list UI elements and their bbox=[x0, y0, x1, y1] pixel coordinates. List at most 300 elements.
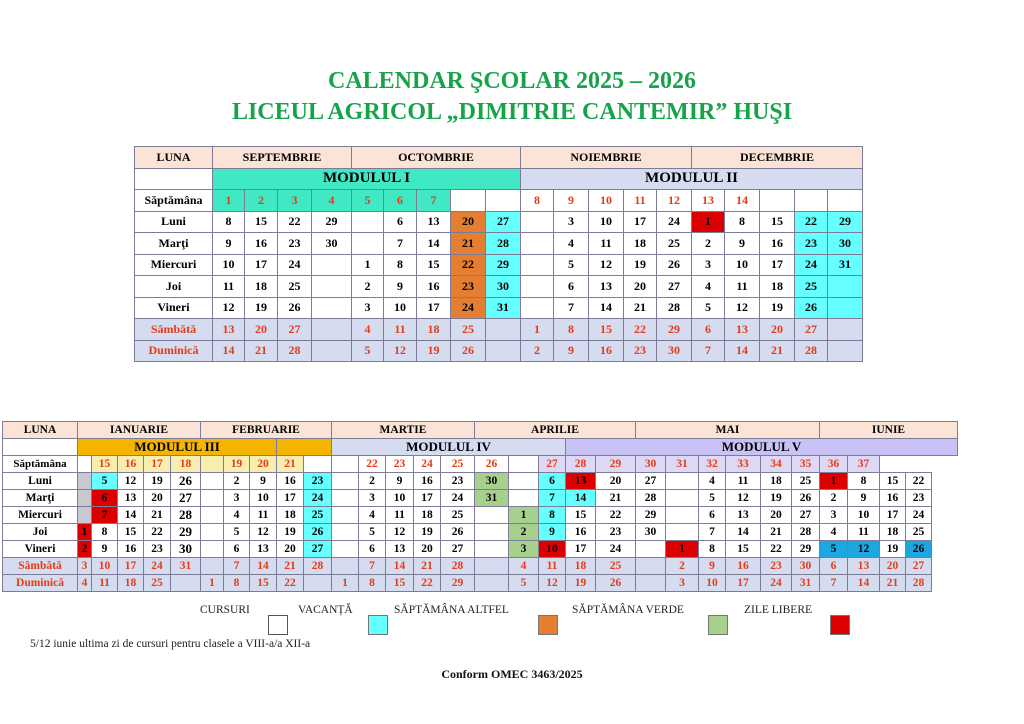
day-cell: 14 bbox=[386, 558, 414, 575]
legend-libere-label: ZILE LIBERE bbox=[744, 604, 813, 616]
calendar-row bbox=[3, 524, 958, 541]
day-cell: 13 bbox=[589, 276, 624, 298]
day-cell bbox=[509, 490, 539, 507]
day-cell: 17 bbox=[880, 507, 906, 524]
day-cell bbox=[666, 507, 699, 524]
day-cell bbox=[521, 297, 554, 319]
day-cell: 2 bbox=[359, 473, 386, 490]
day-cell: 5 bbox=[92, 473, 118, 490]
day-cell: 24 bbox=[795, 254, 828, 276]
day-cell: 18 bbox=[277, 507, 304, 524]
day-cell: 25 bbox=[144, 575, 171, 592]
day-cell: 16 bbox=[118, 541, 144, 558]
day-cell: 8 bbox=[92, 524, 118, 541]
school-name: LICEUL AGRICOL „DIMITRIE CANTEMIR” HUŞI bbox=[231, 99, 793, 125]
row-label-cell: LUNA bbox=[3, 422, 78, 439]
day-cell: 29 bbox=[171, 524, 201, 541]
legend-vacanta-label: VACANȚĂ bbox=[298, 604, 353, 616]
day-cell: 32 bbox=[699, 456, 726, 473]
day-cell: 27 bbox=[906, 558, 932, 575]
day-cell bbox=[451, 190, 486, 212]
day-cell: 15 bbox=[92, 456, 118, 473]
day-cell: 17 bbox=[414, 490, 441, 507]
month-header-cell: IANUARIE bbox=[78, 422, 201, 439]
day-cell bbox=[304, 575, 332, 592]
day-cell: 2 bbox=[352, 276, 384, 298]
day-cell: 30 bbox=[636, 456, 666, 473]
page-title: CALENDAR ŞCOLAR 2025 – 2026 bbox=[327, 68, 697, 94]
day-cell bbox=[332, 473, 359, 490]
day-cell bbox=[475, 507, 509, 524]
day-cell: 23 bbox=[386, 456, 414, 473]
day-cell: 20 bbox=[760, 319, 795, 341]
day-cell: 3 bbox=[78, 558, 92, 575]
day-cell: 25 bbox=[596, 558, 636, 575]
day-cell: MODULUL V bbox=[566, 439, 958, 456]
day-cell: 13 bbox=[417, 211, 451, 233]
day-cell: 16 bbox=[417, 276, 451, 298]
day-cell: 31 bbox=[666, 456, 699, 473]
day-cell: 19 bbox=[245, 297, 278, 319]
day-cell: 27 bbox=[636, 473, 666, 490]
day-cell: 10 bbox=[386, 490, 414, 507]
day-cell: 16 bbox=[566, 524, 596, 541]
day-cell: 11 bbox=[384, 319, 417, 341]
day-cell bbox=[201, 473, 224, 490]
day-cell: 11 bbox=[589, 233, 624, 255]
day-cell bbox=[312, 276, 352, 298]
day-cell: 13 bbox=[213, 319, 245, 341]
day-cell: 1 bbox=[692, 211, 725, 233]
day-cell: 16 bbox=[245, 233, 278, 255]
day-cell: 2 bbox=[224, 473, 250, 490]
day-cell: 2 bbox=[692, 233, 725, 255]
day-cell: 29 bbox=[441, 575, 475, 592]
day-cell: 26 bbox=[441, 524, 475, 541]
day-cell: 27 bbox=[171, 490, 201, 507]
legend-altfel-label: SĂPTĂMÂNA ALTFEL bbox=[394, 604, 509, 616]
day-cell: 3 bbox=[352, 297, 384, 319]
day-cell: 30 bbox=[636, 524, 666, 541]
day-cell: 20 bbox=[245, 319, 278, 341]
day-cell: 25 bbox=[906, 524, 932, 541]
day-cell: 11 bbox=[92, 575, 118, 592]
day-cell bbox=[201, 524, 224, 541]
day-cell bbox=[828, 276, 863, 298]
day-cell: 28 bbox=[486, 233, 521, 255]
day-cell: 22 bbox=[144, 524, 171, 541]
calendar-row bbox=[3, 507, 958, 524]
day-cell: 19 bbox=[417, 340, 451, 362]
day-cell bbox=[475, 524, 509, 541]
day-cell: 28 bbox=[795, 340, 828, 362]
day-cell: 24 bbox=[414, 456, 441, 473]
day-cell: 23 bbox=[906, 490, 932, 507]
day-cell: 17 bbox=[760, 254, 795, 276]
day-cell: 22 bbox=[624, 319, 657, 341]
day-cell: 11 bbox=[539, 558, 566, 575]
day-cell: 30 bbox=[312, 233, 352, 255]
semester-2-calendar-table bbox=[2, 421, 958, 592]
day-cell: 12 bbox=[213, 297, 245, 319]
day-cell: 19 bbox=[761, 490, 792, 507]
calendar-row bbox=[135, 340, 863, 362]
day-cell: 22 bbox=[451, 254, 486, 276]
month-header-cell: SEPTEMBRIE bbox=[213, 147, 352, 169]
day-cell bbox=[828, 190, 863, 212]
day-cell: 27 bbox=[486, 211, 521, 233]
month-header-cell: FEBRUARIE bbox=[201, 422, 332, 439]
day-cell: 7 bbox=[224, 558, 250, 575]
day-cell bbox=[332, 507, 359, 524]
day-cell: 10 bbox=[848, 507, 880, 524]
day-cell bbox=[332, 524, 359, 541]
day-cell: 23 bbox=[144, 541, 171, 558]
day-cell: 24 bbox=[761, 575, 792, 592]
day-cell: 22 bbox=[359, 456, 386, 473]
day-cell: 26 bbox=[475, 456, 509, 473]
day-cell: 6 bbox=[92, 490, 118, 507]
day-cell: 28 bbox=[566, 456, 596, 473]
day-cell: 31 bbox=[475, 490, 509, 507]
day-cell: 3 bbox=[224, 490, 250, 507]
day-cell bbox=[277, 439, 332, 456]
day-cell: 20 bbox=[624, 276, 657, 298]
day-cell: MODULUL IV bbox=[332, 439, 566, 456]
day-cell: 18 bbox=[245, 276, 278, 298]
day-cell bbox=[332, 558, 359, 575]
day-cell: 21 bbox=[761, 524, 792, 541]
day-cell: 5 bbox=[224, 524, 250, 541]
footer-reference: Conform OMEC 3463/2025 bbox=[441, 667, 583, 681]
day-cell: 16 bbox=[760, 233, 795, 255]
day-cell: 22 bbox=[795, 211, 828, 233]
day-cell: 9 bbox=[386, 473, 414, 490]
last-day-note: 5/12 iunie ultima zi de cursuri pentru clasele a VIII-a/a XII-a bbox=[30, 638, 311, 650]
month-header-cell: NOIEMBRIE bbox=[521, 147, 692, 169]
day-cell: 3 bbox=[359, 490, 386, 507]
day-cell: 25 bbox=[278, 276, 312, 298]
day-cell bbox=[78, 456, 92, 473]
day-cell: 19 bbox=[277, 524, 304, 541]
day-cell: 4 bbox=[699, 473, 726, 490]
month-header-cell: OCTOMBRIE bbox=[352, 147, 521, 169]
day-cell: 2 bbox=[521, 340, 554, 362]
row-label-cell: Marţi bbox=[3, 490, 78, 507]
day-cell: 19 bbox=[224, 456, 250, 473]
day-cell: 27 bbox=[441, 541, 475, 558]
calendar-row bbox=[3, 456, 958, 473]
day-cell: 3 bbox=[692, 254, 725, 276]
row-label-cell: Vineri bbox=[3, 541, 78, 558]
day-cell: 7 bbox=[417, 190, 451, 212]
row-label-cell bbox=[135, 168, 213, 190]
day-cell: 3 bbox=[509, 541, 539, 558]
day-cell: 15 bbox=[760, 211, 795, 233]
day-cell: 15 bbox=[417, 254, 451, 276]
day-cell: 1 bbox=[201, 575, 224, 592]
day-cell bbox=[201, 456, 224, 473]
day-cell: 15 bbox=[566, 507, 596, 524]
day-cell: 9 bbox=[384, 276, 417, 298]
day-cell: 23 bbox=[624, 340, 657, 362]
day-cell: 21 bbox=[414, 558, 441, 575]
day-cell: 21 bbox=[624, 297, 657, 319]
day-cell: 17 bbox=[277, 490, 304, 507]
day-cell bbox=[312, 297, 352, 319]
day-cell: 11 bbox=[624, 190, 657, 212]
day-cell: 20 bbox=[451, 211, 486, 233]
day-cell: 27 bbox=[792, 507, 820, 524]
day-cell: 17 bbox=[417, 297, 451, 319]
day-cell: 20 bbox=[596, 473, 636, 490]
day-cell: 11 bbox=[725, 276, 760, 298]
day-cell: 8 bbox=[521, 190, 554, 212]
month-header-cell: MAI bbox=[636, 422, 820, 439]
day-cell: 9 bbox=[699, 558, 726, 575]
day-cell bbox=[666, 524, 699, 541]
day-cell: 29 bbox=[828, 211, 863, 233]
day-cell: 23 bbox=[278, 233, 312, 255]
legend-verde-swatch bbox=[708, 615, 728, 635]
day-cell: 12 bbox=[118, 473, 144, 490]
day-cell: 1 bbox=[213, 190, 245, 212]
legend-cursuri-swatch bbox=[268, 615, 288, 635]
day-cell bbox=[521, 254, 554, 276]
day-cell: 13 bbox=[692, 190, 725, 212]
day-cell: 6 bbox=[359, 541, 386, 558]
day-cell: 14 bbox=[726, 524, 761, 541]
day-cell bbox=[486, 190, 521, 212]
day-cell: 2 bbox=[820, 490, 848, 507]
day-cell: 15 bbox=[726, 541, 761, 558]
day-cell: 18 bbox=[761, 473, 792, 490]
day-cell bbox=[201, 558, 224, 575]
day-cell: 9 bbox=[725, 233, 760, 255]
day-cell: 9 bbox=[92, 541, 118, 558]
day-cell bbox=[521, 276, 554, 298]
day-cell bbox=[304, 456, 332, 473]
day-cell bbox=[352, 211, 384, 233]
day-cell: 17 bbox=[118, 558, 144, 575]
day-cell: 9 bbox=[554, 190, 589, 212]
day-cell: 11 bbox=[213, 276, 245, 298]
day-cell: 1 bbox=[521, 319, 554, 341]
day-cell bbox=[352, 233, 384, 255]
day-cell: 19 bbox=[760, 297, 795, 319]
legend-vacanta-swatch bbox=[368, 615, 388, 635]
day-cell: 12 bbox=[657, 190, 692, 212]
day-cell bbox=[332, 541, 359, 558]
row-label-cell: LUNA bbox=[135, 147, 213, 169]
day-cell: 14 bbox=[725, 340, 760, 362]
day-cell: 6 bbox=[699, 507, 726, 524]
day-cell: 15 bbox=[880, 473, 906, 490]
day-cell bbox=[475, 575, 509, 592]
day-cell: 23 bbox=[596, 524, 636, 541]
day-cell: 24 bbox=[451, 297, 486, 319]
day-cell: 13 bbox=[118, 490, 144, 507]
day-cell bbox=[312, 319, 352, 341]
row-label-cell: Săptămâna bbox=[135, 190, 213, 212]
row-label-cell: Miercuri bbox=[135, 254, 213, 276]
day-cell: 14 bbox=[250, 558, 277, 575]
day-cell: 28 bbox=[906, 575, 932, 592]
day-cell: 10 bbox=[589, 211, 624, 233]
day-cell: 9 bbox=[848, 490, 880, 507]
day-cell: 12 bbox=[384, 340, 417, 362]
day-cell: 17 bbox=[624, 211, 657, 233]
day-cell: 13 bbox=[726, 507, 761, 524]
row-label-cell: Marţi bbox=[135, 233, 213, 255]
day-cell: 24 bbox=[596, 541, 636, 558]
day-cell: 5 bbox=[509, 575, 539, 592]
day-cell: 14 bbox=[213, 340, 245, 362]
day-cell: 20 bbox=[250, 456, 277, 473]
day-cell bbox=[795, 190, 828, 212]
day-cell: 9 bbox=[250, 473, 277, 490]
day-cell: 22 bbox=[277, 575, 304, 592]
day-cell: 24 bbox=[906, 507, 932, 524]
day-cell: 21 bbox=[277, 456, 304, 473]
day-cell: 10 bbox=[539, 541, 566, 558]
day-cell: 14 bbox=[118, 507, 144, 524]
day-cell: 31 bbox=[486, 297, 521, 319]
day-cell: 27 bbox=[657, 276, 692, 298]
day-cell: 28 bbox=[657, 297, 692, 319]
day-cell bbox=[828, 319, 863, 341]
day-cell: 2 bbox=[245, 190, 278, 212]
day-cell: 19 bbox=[880, 541, 906, 558]
day-cell: 33 bbox=[726, 456, 761, 473]
row-label-cell: Miercuri bbox=[3, 507, 78, 524]
day-cell: 16 bbox=[414, 473, 441, 490]
day-cell: 9 bbox=[213, 233, 245, 255]
day-cell: 4 bbox=[78, 575, 92, 592]
day-cell: 28 bbox=[441, 558, 475, 575]
day-cell: 6 bbox=[384, 211, 417, 233]
day-cell: 30 bbox=[486, 276, 521, 298]
row-label-cell: Joi bbox=[3, 524, 78, 541]
day-cell: 3 bbox=[666, 575, 699, 592]
day-cell: 10 bbox=[725, 254, 760, 276]
day-cell: 11 bbox=[386, 507, 414, 524]
row-label-cell: Săptămâna bbox=[3, 456, 78, 473]
day-cell: 29 bbox=[486, 254, 521, 276]
day-cell: 23 bbox=[761, 558, 792, 575]
day-cell: 24 bbox=[304, 490, 332, 507]
day-cell: 18 bbox=[760, 276, 795, 298]
day-cell bbox=[521, 233, 554, 255]
day-cell: 26 bbox=[792, 490, 820, 507]
row-label-cell: Sâmbătă bbox=[135, 319, 213, 341]
day-cell: 25 bbox=[792, 473, 820, 490]
row-label-cell bbox=[3, 439, 78, 456]
day-cell: 12 bbox=[589, 254, 624, 276]
day-cell: 3 bbox=[820, 507, 848, 524]
day-cell: 5 bbox=[692, 297, 725, 319]
day-cell: 24 bbox=[144, 558, 171, 575]
row-label-cell: Sâmbătă bbox=[3, 558, 78, 575]
day-cell: 6 bbox=[692, 319, 725, 341]
day-cell: 7 bbox=[699, 524, 726, 541]
calendar-row bbox=[3, 558, 958, 575]
day-cell bbox=[828, 297, 863, 319]
day-cell: 22 bbox=[278, 211, 312, 233]
day-cell: 15 bbox=[386, 575, 414, 592]
legend-verde-label: SĂPTĂMÂNA VERDE bbox=[572, 604, 684, 616]
day-cell: 14 bbox=[589, 297, 624, 319]
day-cell: 22 bbox=[761, 541, 792, 558]
day-cell: 20 bbox=[144, 490, 171, 507]
row-label-cell: Duminică bbox=[3, 575, 78, 592]
day-cell: 16 bbox=[118, 456, 144, 473]
day-cell: 28 bbox=[636, 490, 666, 507]
day-cell: 8 bbox=[213, 211, 245, 233]
day-cell: 35 bbox=[792, 456, 820, 473]
day-cell: 17 bbox=[245, 254, 278, 276]
day-cell: 12 bbox=[848, 541, 880, 558]
day-cell: 12 bbox=[539, 575, 566, 592]
day-cell: 11 bbox=[726, 473, 761, 490]
day-cell: MODULUL I bbox=[213, 168, 521, 190]
day-cell: 23 bbox=[304, 473, 332, 490]
day-cell bbox=[78, 507, 92, 524]
calendar-row bbox=[135, 276, 863, 298]
day-cell bbox=[312, 254, 352, 276]
day-cell: 8 bbox=[539, 507, 566, 524]
calendar-row bbox=[135, 254, 863, 276]
day-cell: 7 bbox=[92, 507, 118, 524]
calendar-row bbox=[135, 190, 863, 212]
day-cell: 29 bbox=[657, 319, 692, 341]
day-cell: 14 bbox=[848, 575, 880, 592]
day-cell: 20 bbox=[880, 558, 906, 575]
calendar-row bbox=[135, 233, 863, 255]
day-cell: 20 bbox=[414, 541, 441, 558]
day-cell: 21 bbox=[451, 233, 486, 255]
day-cell: 1 bbox=[78, 524, 92, 541]
day-cell bbox=[486, 340, 521, 362]
day-cell: 12 bbox=[726, 490, 761, 507]
day-cell: 16 bbox=[277, 473, 304, 490]
day-cell: 1 bbox=[666, 541, 699, 558]
day-cell: 25 bbox=[795, 276, 828, 298]
day-cell bbox=[666, 473, 699, 490]
day-cell bbox=[78, 473, 92, 490]
day-cell bbox=[171, 575, 201, 592]
day-cell: 28 bbox=[304, 558, 332, 575]
day-cell: 15 bbox=[589, 319, 624, 341]
day-cell: 18 bbox=[566, 558, 596, 575]
day-cell bbox=[475, 558, 509, 575]
day-cell: 26 bbox=[906, 541, 932, 558]
day-cell: 18 bbox=[880, 524, 906, 541]
day-cell: 7 bbox=[384, 233, 417, 255]
day-cell: 13 bbox=[250, 541, 277, 558]
day-cell: 18 bbox=[414, 507, 441, 524]
calendar-row bbox=[3, 422, 958, 439]
day-cell: 25 bbox=[441, 456, 475, 473]
day-cell: 5 bbox=[352, 190, 384, 212]
semester-1-calendar-table bbox=[134, 146, 863, 362]
day-cell bbox=[312, 340, 352, 362]
day-cell: 28 bbox=[171, 507, 201, 524]
day-cell: 22 bbox=[906, 473, 932, 490]
day-cell: 20 bbox=[277, 541, 304, 558]
day-cell: 29 bbox=[636, 507, 666, 524]
day-cell: 8 bbox=[359, 575, 386, 592]
